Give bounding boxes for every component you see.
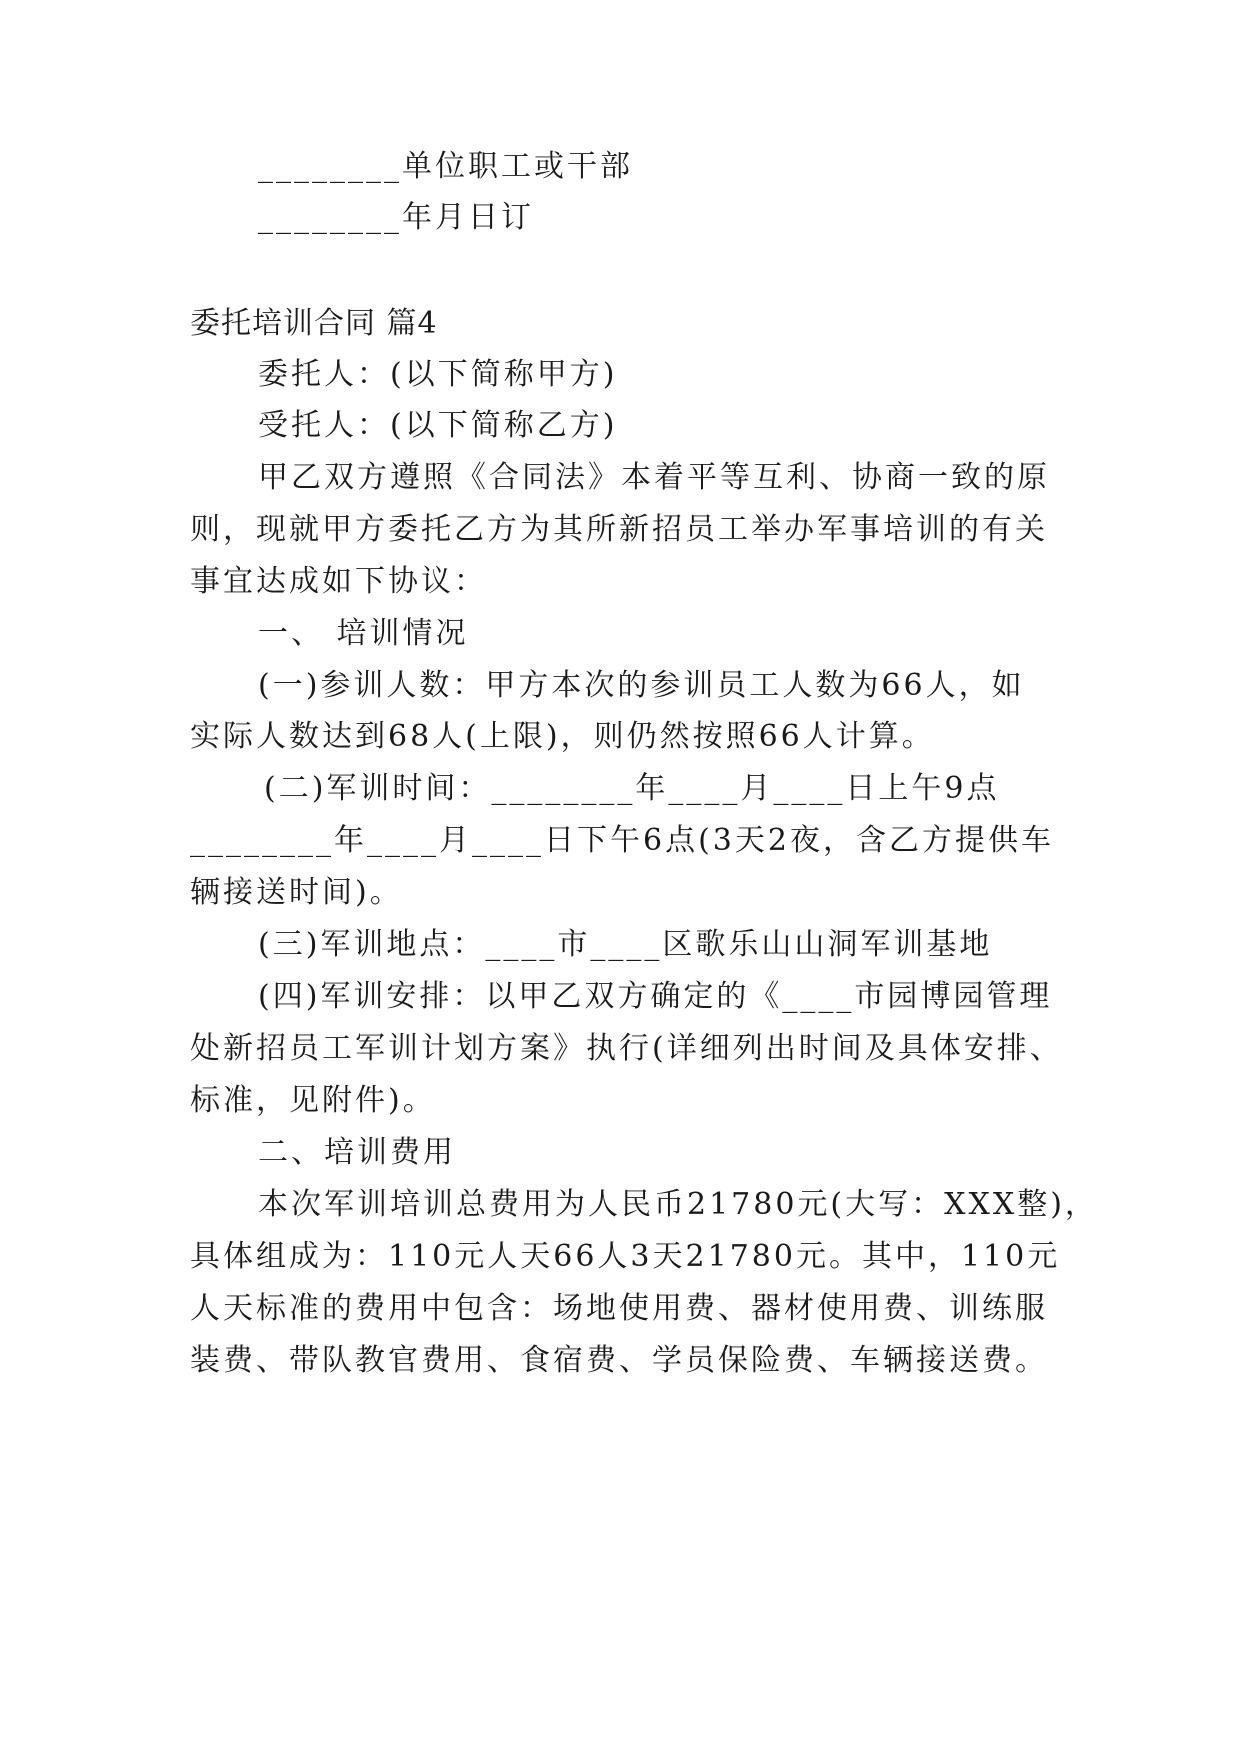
paragraph-line: (四)军训安排：以甲乙双方确定的《____市园博园管理 xyxy=(258,979,1053,1014)
paragraph-line: 装费、带队教官费用、食宿费、学员保险费、车辆接送费。 xyxy=(190,1343,1048,1378)
subheading: 二、培训费用 xyxy=(258,1135,456,1170)
subheading: 一、 培训情况 xyxy=(258,616,469,651)
paragraph-line: (三)军训地点：____市____区歌乐山山洞军训基地 xyxy=(258,927,993,962)
paragraph-line: 委托人：(以下简称甲方) xyxy=(258,357,618,392)
paragraph-line: (一)参训人数：甲方本次的参训员工人数为66人，如 xyxy=(258,668,1025,703)
paragraph-line: 则，现就甲方委托乙方为其所新招员工举办军事培训的有关 xyxy=(190,512,1048,547)
paragraph-line: 本次军训培训总费用为人民币21780元(大写：XXX整)， xyxy=(258,1187,1098,1222)
signature-date-line: ________年月日订 xyxy=(258,200,534,235)
paragraph-line: (二)军训时间：________年____月____日上午9点 xyxy=(264,771,1000,806)
signature-unit-line: ________单位职工或干部 xyxy=(258,149,633,184)
paragraph-line: 受托人：(以下简称乙方) xyxy=(258,408,618,443)
paragraph-line: 标准，见附件)。 xyxy=(190,1083,436,1118)
section-title: 委托培训合同 篇4 xyxy=(190,306,438,341)
paragraph-line: 事宜达成如下协议： xyxy=(190,564,487,599)
paragraph-line: 处新招员工军训计划方案》执行(详细列出时间及具体安排、 xyxy=(190,1031,1063,1066)
paragraph-line: 辆接送时间)。 xyxy=(190,875,403,910)
paragraph-line: ________年____月____日下午6点(3天2夜，含乙方提供车 xyxy=(190,823,1054,858)
paragraph-line: 人天标准的费用中包含：场地使用费、器材使用费、训练服 xyxy=(190,1291,1048,1326)
paragraph-line: 甲乙双方遵照《合同法》本着平等互利、协商一致的原 xyxy=(258,460,1050,495)
paragraph-line: 实际人数达到68人(上限)，则仍然按照66人计算。 xyxy=(190,719,935,754)
paragraph-line: 具体组成为：110元人天66人3天21780元。其中，110元 xyxy=(190,1239,1061,1274)
